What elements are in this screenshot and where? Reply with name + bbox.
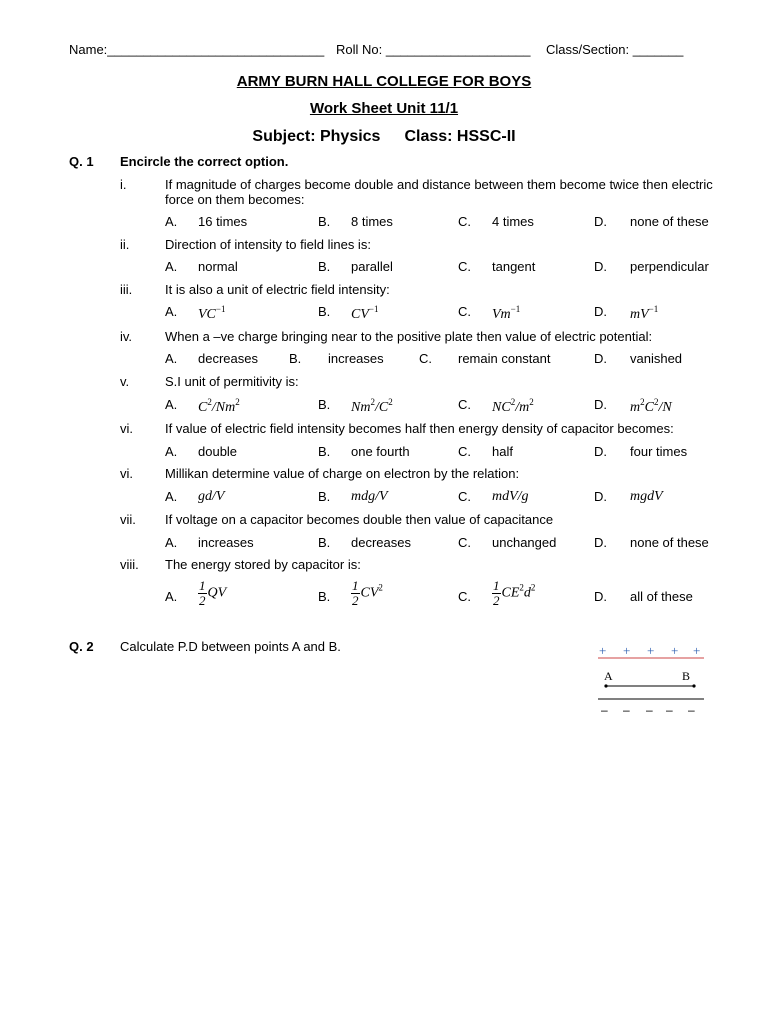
option-d: none of these bbox=[630, 535, 709, 550]
option-b: parallel bbox=[351, 259, 393, 274]
minus-sign: – bbox=[646, 703, 653, 717]
option-letter-b: B. bbox=[318, 397, 331, 412]
option-b: decreases bbox=[351, 535, 411, 550]
option-letter-c: C. bbox=[458, 304, 471, 319]
option-letter-c: C. bbox=[458, 444, 471, 459]
option-d: none of these bbox=[630, 214, 709, 229]
option-letter-a: A. bbox=[165, 304, 178, 319]
option-d: vanished bbox=[630, 351, 683, 366]
question-text: S.I unit of permitivity is: bbox=[165, 374, 299, 389]
minus-sign: – bbox=[623, 703, 630, 717]
plus-sign: + bbox=[599, 643, 607, 658]
option-letter-c: C. bbox=[458, 397, 471, 412]
q-roman: iv. bbox=[120, 329, 133, 344]
q-roman: iii. bbox=[120, 282, 133, 297]
point-a bbox=[604, 684, 607, 687]
option-b: 8 times bbox=[351, 214, 393, 229]
option-letter-c: C. bbox=[419, 351, 432, 366]
option-d: all of these bbox=[630, 589, 693, 604]
option-letter-d: D. bbox=[594, 397, 607, 412]
q2-number: Q. 2 bbox=[69, 639, 94, 654]
option-letter-b: B. bbox=[318, 535, 331, 550]
minus-sign: – bbox=[688, 703, 695, 717]
option-c: tangent bbox=[492, 259, 536, 274]
question-text: Millikan determine value of charge on electron by the relation: bbox=[165, 466, 520, 481]
class-label: Class: HSSC-II bbox=[404, 128, 516, 145]
q-roman: vi. bbox=[120, 421, 133, 436]
minus-sign: – bbox=[666, 703, 673, 717]
option-letter-b: B. bbox=[318, 589, 331, 604]
option-b: increases bbox=[328, 351, 384, 366]
q-roman: ii. bbox=[120, 237, 130, 252]
point-b-label: B bbox=[682, 669, 691, 683]
option-c: 4 times bbox=[492, 214, 534, 229]
option-c: mdV/g bbox=[492, 489, 529, 504]
question-text: If magnitude of charges become double and distance between them become twice then electric force on them becomes: bbox=[165, 177, 713, 207]
option-letter-c: C. bbox=[458, 589, 471, 604]
option-c: $Vm^{-1}$ bbox=[492, 304, 521, 322]
option-b: $Nm^2/C^2$ bbox=[351, 397, 393, 415]
option-letter-a: A. bbox=[165, 259, 178, 274]
plus-sign: + bbox=[623, 643, 631, 658]
q-roman: vi. bbox=[120, 466, 133, 481]
option-c: $\frac{1}{2}$ $CE^2d^2$ bbox=[493, 578, 536, 608]
question-text: Direction of intensity to field lines is: bbox=[165, 237, 371, 252]
option-letter-b: B. bbox=[318, 444, 331, 459]
option-a: $C^2/Nm^2$ bbox=[198, 397, 240, 415]
q-roman: viii. bbox=[120, 557, 139, 572]
option-letter-a: A. bbox=[165, 444, 178, 459]
option-letter-d: D. bbox=[594, 259, 607, 274]
option-letter-b: B. bbox=[318, 214, 331, 229]
q-roman: i. bbox=[120, 177, 127, 192]
question-text: When a –ve charge bringing near to the positive plate then value of electric potential: bbox=[165, 329, 653, 344]
capacitor-plates-figure bbox=[596, 640, 706, 720]
college-title: ARMY BURN HALL COLLEGE FOR BOYS bbox=[236, 73, 532, 90]
option-c: unchanged bbox=[492, 535, 557, 550]
q-roman: vii. bbox=[120, 512, 136, 527]
option-letter-a: A. bbox=[165, 214, 178, 229]
roll-field: Roll No: ____________________ bbox=[336, 42, 531, 57]
question-text: It is also a unit of electric field intensity: bbox=[165, 282, 390, 297]
question-text: The energy stored by capacitor is: bbox=[165, 557, 361, 572]
option-a: $VC^{-1}$ bbox=[198, 304, 226, 322]
option-d: $m^2C^2/N$ bbox=[630, 397, 672, 415]
option-letter-d: D. bbox=[594, 444, 607, 459]
option-d: four times bbox=[630, 444, 688, 459]
option-a: double bbox=[198, 444, 238, 459]
option-letter-a: A. bbox=[165, 589, 178, 604]
class-section-field: Class/Section: _______ bbox=[546, 42, 684, 57]
plus-sign: + bbox=[693, 643, 701, 658]
option-c: $NC^2/m^2$ bbox=[492, 397, 534, 415]
option-a: 16 times bbox=[198, 214, 248, 229]
option-b: $CV^{-1}$ bbox=[351, 304, 379, 322]
option-a: gd/V bbox=[198, 489, 225, 504]
option-b: $\frac{1}{2}$ $CV^2$ bbox=[352, 578, 383, 608]
q1-number: Q. 1 bbox=[69, 154, 94, 169]
option-letter-c: C. bbox=[458, 535, 471, 550]
option-letter-b: B. bbox=[318, 489, 331, 504]
option-a: increases bbox=[198, 535, 254, 550]
option-a: normal bbox=[198, 259, 238, 274]
q1-heading: Encircle the correct option. bbox=[120, 154, 289, 169]
option-letter-c: C. bbox=[458, 489, 471, 504]
option-letter-a: A. bbox=[165, 351, 178, 366]
option-letter-a: A. bbox=[165, 489, 178, 504]
option-c: half bbox=[492, 444, 513, 459]
option-b: one fourth bbox=[351, 444, 410, 459]
option-b: mdg/V bbox=[351, 489, 388, 504]
plus-sign: + bbox=[647, 643, 655, 658]
option-letter-a: A. bbox=[165, 397, 178, 412]
option-c: remain constant bbox=[458, 351, 551, 366]
option-letter-b: B. bbox=[318, 259, 331, 274]
option-letter-c: C. bbox=[458, 259, 471, 274]
option-letter-d: D. bbox=[594, 304, 607, 319]
subject-line bbox=[0, 128, 768, 146]
option-letter-b: B. bbox=[289, 351, 302, 366]
question-text: If voltage on a capacitor becomes double then value of capacitance bbox=[165, 512, 554, 527]
point-a-label: A bbox=[604, 669, 613, 683]
q-roman: v. bbox=[120, 374, 130, 389]
option-d: mgdV bbox=[630, 489, 663, 504]
option-letter-d: D. bbox=[594, 214, 607, 229]
option-a: decreases bbox=[198, 351, 258, 366]
option-letter-b: B. bbox=[318, 304, 331, 319]
worksheet-title: Work Sheet Unit 11/1 bbox=[309, 100, 459, 117]
name-field: Name:______________________________ bbox=[69, 42, 325, 57]
option-letter-a: A. bbox=[165, 535, 178, 550]
minus-sign: – bbox=[601, 703, 608, 717]
option-letter-d: D. bbox=[594, 589, 607, 604]
option-letter-d: D. bbox=[594, 489, 607, 504]
option-letter-c: C. bbox=[458, 214, 471, 229]
plus-sign: + bbox=[671, 643, 679, 658]
point-b bbox=[692, 684, 695, 687]
subject-label: Subject: Physics bbox=[252, 128, 381, 145]
option-d: $mV^{-1}$ bbox=[630, 304, 659, 322]
question-text: If value of electric field intensity becomes half then energy density of capacitor becomes: bbox=[165, 421, 674, 436]
option-a: $\frac{1}{2}$ QV bbox=[199, 578, 227, 608]
option-letter-d: D. bbox=[594, 535, 607, 550]
option-d: perpendicular bbox=[630, 259, 709, 274]
option-letter-d: D. bbox=[594, 351, 607, 366]
q2-text: Calculate P.D between points A and B. bbox=[120, 639, 341, 654]
